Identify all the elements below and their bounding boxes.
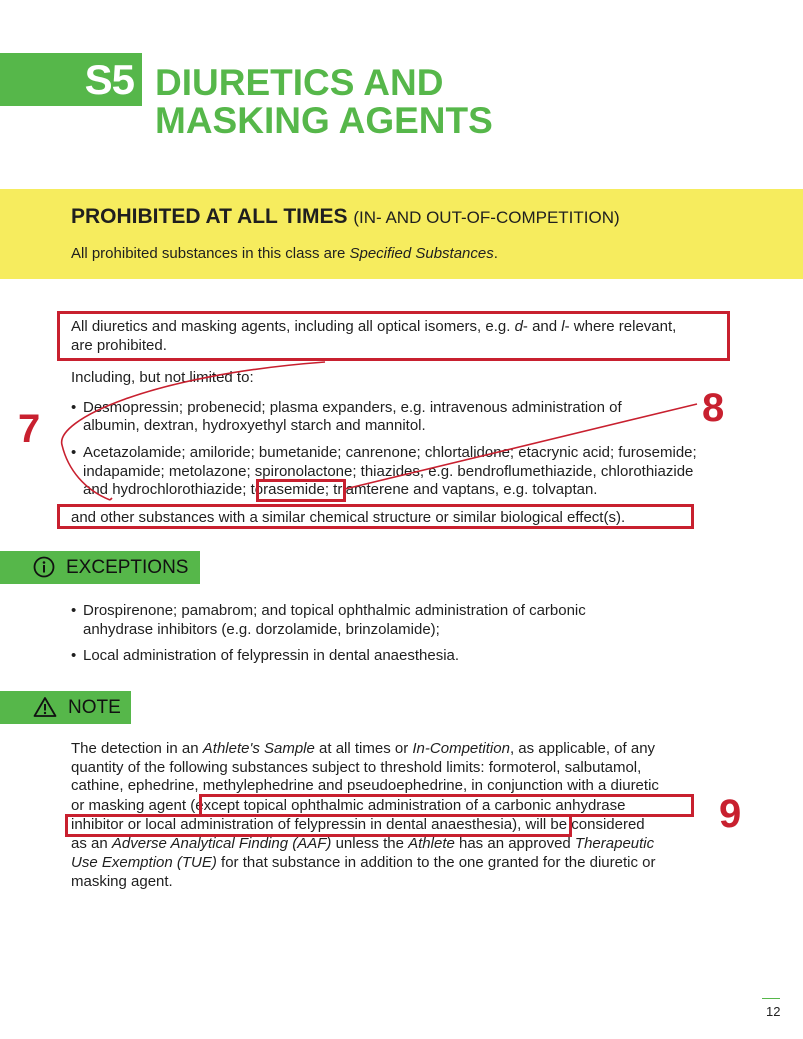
note-line8: masking agent. bbox=[71, 873, 173, 890]
exception1-text1: Drospirenone; pamabrom; and topical ophthalmic administration of carbonic bbox=[83, 602, 586, 619]
page-number-rule bbox=[762, 998, 780, 999]
exception2-text: Local administration of felypressin in dental anaesthesia. bbox=[83, 647, 460, 664]
prohibited-heading-sub: (IN- AND OUT-OF-COMPETITION) bbox=[353, 208, 620, 227]
exception2: • Local administration of felypressin in dental anaesthesia. bbox=[71, 647, 460, 664]
annotation-marker-8: 8 bbox=[702, 386, 725, 430]
exception1-line1: • Drospirenone; pamabrom; and topical ophthalmic administration of carbonic bbox=[71, 602, 586, 619]
note-l1-c: , as applicable, of any bbox=[509, 740, 656, 757]
bullet2-line3-c: ; triamterene and vaptans, e.g. tolvaptan. bbox=[324, 481, 598, 498]
note-l4-a: or masking agent bbox=[71, 797, 191, 814]
note-l6-em2: Athlete bbox=[408, 835, 455, 852]
specified-suffix: . bbox=[493, 245, 498, 262]
note-line3: cathine, ephedrine, methylephedrine and pseudoephedrine, in conjunction with a diuretic bbox=[71, 777, 659, 794]
note-l4-b: (except topical ophthalmic administration of a carbonic anhydrase bbox=[190, 797, 626, 814]
including-line: Including, but not limited to: bbox=[71, 369, 254, 386]
exceptions-label: EXCEPTIONS bbox=[66, 556, 189, 578]
note-l6-em3: Therapeutic bbox=[574, 835, 655, 852]
bullet2-line1: • Acetazolamide; amiloride; bumetanide; canrenone; chlortalidone; etacrynic acid; furosemide; bbox=[71, 444, 697, 461]
note-l6-c: has an approved bbox=[454, 835, 575, 852]
bullet1-line1: • Desmopressin; probenecid; plasma expanders, e.g. intravenous administration of bbox=[71, 399, 622, 416]
note-l5-a: inhibitor or local administration of felypressin in dental anaesthesia) bbox=[71, 816, 518, 833]
section-code-badge: S5 bbox=[0, 53, 142, 106]
note-l5-b: , will be considered bbox=[517, 816, 645, 833]
bullet1-text1: Desmopressin; probenecid; plasma expanders, e.g. intravenous administration of bbox=[83, 399, 622, 416]
bullet2-text1: Acetazolamide; amiloride; bumetanide; canrenone; chlortalidone; etacrynic acid; furosemide; bbox=[83, 444, 697, 461]
intro-text-c: - where relevant, bbox=[564, 318, 677, 335]
intro-line-2: are prohibited. bbox=[71, 337, 167, 354]
bullet2-line3-a: and hydrochlorothiazide; bbox=[83, 481, 251, 498]
note-label: NOTE bbox=[68, 696, 121, 718]
note-l6-a: as an bbox=[71, 835, 112, 852]
intro-d: d bbox=[514, 318, 523, 335]
annotation-marker-9: 9 bbox=[719, 792, 742, 836]
note-l6-em1: Adverse Analytical Finding (AAF) bbox=[111, 835, 332, 852]
page-number: 12 bbox=[766, 1004, 781, 1019]
intro-l: l bbox=[561, 318, 565, 335]
note-l1-a: The detection in an bbox=[71, 740, 203, 757]
page-title-line1: DIURETICS AND bbox=[155, 62, 444, 103]
note-l7-em: Use Exemption (TUE) bbox=[71, 854, 217, 871]
bullet2-line2: indapamide; metolazone; spironolactone; thiazides, e.g. bendroflumethiazide, chlorothiazide bbox=[83, 463, 694, 480]
note-l1-b: at all times or bbox=[314, 740, 413, 757]
note-line2: quantity of the following substances subject to threshold limits: formoterol, salbutamol, bbox=[71, 759, 642, 776]
specified-em: Specified Substances bbox=[349, 245, 494, 262]
annotation-marker-7: 7 bbox=[18, 407, 41, 451]
intro-text-a: All diuretics and masking agents, including all optical isomers, e.g. bbox=[71, 318, 515, 335]
specified-prefix: All prohibited substances in this class are bbox=[71, 245, 350, 262]
note-l7-b: for that substance in addition to the one granted for the diuretic or bbox=[216, 854, 656, 871]
note-l6-b: unless the bbox=[331, 835, 409, 852]
intro-text-b: - and bbox=[522, 318, 562, 335]
exception1-line2: anhydrase inhibitors (e.g. dorzolamide, brinzolamide); bbox=[83, 621, 440, 638]
note-l1-em1: Athlete's Sample bbox=[202, 740, 315, 757]
prohibited-heading-main: PROHIBITED AT ALL TIMES bbox=[71, 205, 348, 228]
note-l1-em2: In-Competition bbox=[412, 740, 510, 757]
torasemide-text: torasemide bbox=[250, 481, 325, 498]
closing-line: and other substances with a similar chemical structure or similar biological effect(s). bbox=[71, 509, 626, 526]
page-title-line2: MASKING AGENTS bbox=[155, 100, 493, 141]
bullet1-line2: albumin, dextran, hydroxyethyl starch and mannitol. bbox=[83, 417, 426, 434]
